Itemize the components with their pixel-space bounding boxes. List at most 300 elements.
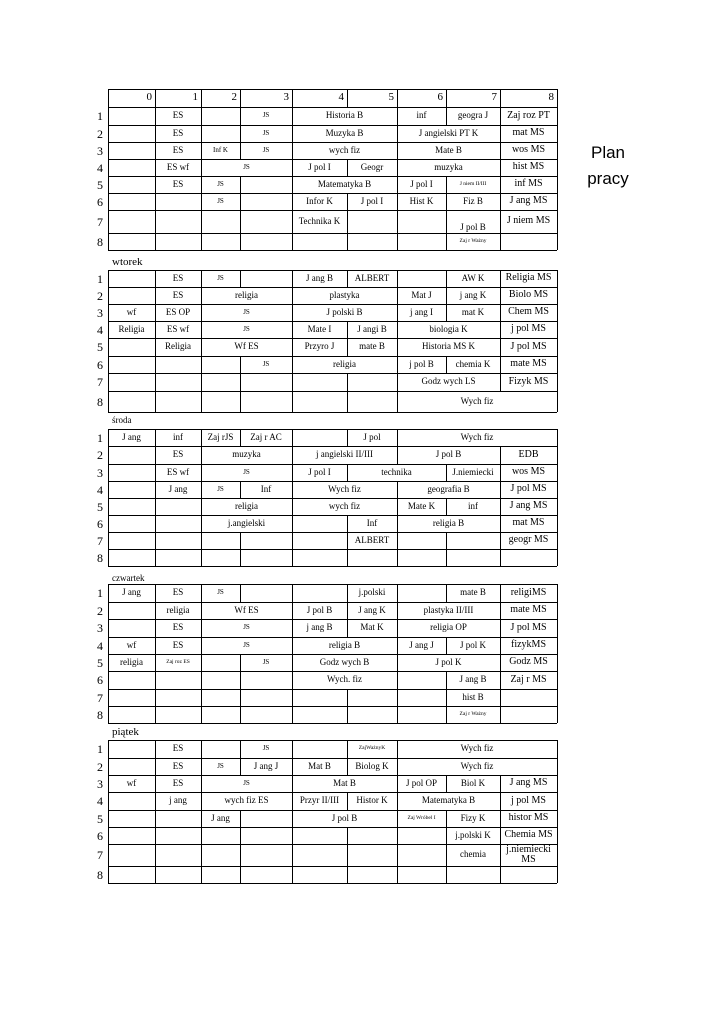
timetable-cell: wych fiz <box>328 144 361 155</box>
timetable-cell: Historia B <box>325 110 364 121</box>
timetable-cell: Inf <box>366 517 378 528</box>
timetable-cell: J ang <box>122 587 141 598</box>
grid-line <box>557 287 558 304</box>
timetable-cell <box>201 866 240 883</box>
timetable-cell: JS <box>243 324 250 333</box>
timetable-cell <box>108 125 155 142</box>
grid-line <box>557 304 558 321</box>
timetable-cell <box>292 740 347 758</box>
timetable-cell: JS <box>243 162 250 171</box>
row-number: 8 <box>97 550 103 565</box>
grid-line <box>108 566 557 567</box>
timetable-cell: ES <box>172 178 184 189</box>
grid-line <box>108 89 109 107</box>
grid-line <box>557 689 558 706</box>
timetable-cell: wych fiz <box>328 500 361 511</box>
timetable-cell <box>155 356 201 373</box>
timetable-cell: Matematyka B <box>317 178 372 189</box>
grid-line <box>557 321 558 338</box>
timetable-cell <box>397 671 446 689</box>
timetable-cell: ZajWażnyK <box>358 745 386 752</box>
timetable-cell: wf <box>126 306 137 317</box>
timetable-cell <box>108 827 155 844</box>
timetable-cell: j ang I <box>410 306 433 317</box>
row-number: 3 <box>97 305 103 320</box>
column-header: 8 <box>548 91 554 104</box>
timetable-cell <box>108 159 155 176</box>
timetable-cell: J niem II/III <box>459 180 487 187</box>
timetable-cell: J ang MS <box>509 500 548 512</box>
timetable-cell: Wych fiz <box>460 431 494 442</box>
timetable-cell <box>292 532 347 549</box>
timetable-cell: J pol I <box>308 466 331 477</box>
grid-line <box>557 142 558 159</box>
column-header: 7 <box>491 91 497 104</box>
grid-line <box>557 356 558 373</box>
row-number: 2 <box>97 759 103 774</box>
timetable-cell: Mate B <box>435 144 462 155</box>
timetable-cell <box>201 549 240 566</box>
timetable-cell: Wych fiz <box>460 760 494 771</box>
timetable-cell: J pol MS <box>510 483 547 495</box>
grid-line <box>108 250 557 251</box>
timetable-cell: J ang <box>122 431 141 442</box>
timetable-cell <box>108 176 155 193</box>
timetable-cell: mate B <box>460 587 486 598</box>
row-number: 7 <box>97 375 103 389</box>
timetable-cell: J pol I <box>308 161 331 172</box>
timetable-cell: ES <box>172 127 184 138</box>
timetable-cell: Historia MS K <box>421 341 475 352</box>
timetable-cell: religiMS <box>510 586 547 598</box>
grid-line <box>557 373 558 391</box>
row-number: 4 <box>97 794 103 808</box>
timetable-cell <box>292 549 347 566</box>
timetable-cell <box>155 671 201 689</box>
timetable-cell: ES <box>172 639 184 650</box>
timetable-cell <box>397 270 446 287</box>
timetable-cell <box>108 498 155 515</box>
grid-line <box>557 706 558 723</box>
timetable-cell: inf <box>416 110 427 121</box>
row-number: 3 <box>97 465 103 480</box>
timetable-cell <box>347 706 397 723</box>
timetable-cell: JS <box>217 484 224 493</box>
timetable-cell: J ang MS <box>509 777 548 789</box>
timetable-cell: Chem MS <box>508 306 549 318</box>
timetable-cell: Wych fiz <box>460 395 494 406</box>
timetable-cell: Zaj r Ważny <box>459 710 487 717</box>
timetable-cell <box>292 584 347 602</box>
grid-line <box>446 89 447 107</box>
timetable-cell: ES <box>172 587 184 598</box>
timetable-cell <box>108 866 155 883</box>
timetable-cell: J ang B <box>306 272 333 283</box>
timetable-cell: religia <box>235 289 258 300</box>
timetable-cell <box>240 689 292 706</box>
timetable-cell <box>500 706 557 723</box>
timetable-cell: Wych. fiz <box>327 674 362 685</box>
grid-line <box>201 89 202 107</box>
timetable-cell <box>155 233 201 250</box>
row-number: 1 <box>97 430 103 445</box>
timetable-cell <box>201 706 240 723</box>
timetable-cell: Muzyka B <box>325 127 364 138</box>
timetable-cell: Matematyka B <box>421 795 476 806</box>
timetable-cell <box>108 373 155 391</box>
timetable-cell: Zaj rJS <box>207 431 234 442</box>
timetable-cell: wos MS <box>511 144 546 156</box>
timetable-cell <box>201 844 240 866</box>
timetable-cell: religia <box>166 604 190 615</box>
timetable-cell <box>292 706 347 723</box>
timetable-cell: inf <box>468 500 478 511</box>
timetable-cell: Religia <box>165 341 191 352</box>
grid-line <box>557 193 558 210</box>
timetable-cell: ES <box>172 449 184 460</box>
timetable-cell <box>240 391 292 412</box>
timetable-cell: religia B <box>432 517 465 528</box>
row-number: 2 <box>97 448 103 462</box>
timetable-cell: j ang <box>169 795 187 806</box>
timetable-cell: Technika K <box>298 215 341 226</box>
timetable-cell <box>240 810 292 827</box>
grid-line <box>557 758 558 775</box>
timetable-cell: Infor K <box>306 195 333 206</box>
plan-title <box>578 140 638 192</box>
timetable-cell <box>240 671 292 689</box>
timetable-cell: ES <box>172 622 184 633</box>
timetable-cell: Godz wych LS <box>421 376 476 387</box>
timetable-cell <box>108 810 155 827</box>
timetable-cell <box>240 532 292 549</box>
timetable-cell: J ang J <box>409 639 434 650</box>
timetable-cell <box>201 107 240 125</box>
timetable-cell <box>108 446 155 464</box>
timetable-cell <box>155 532 201 549</box>
grid-line <box>557 532 558 549</box>
row-number: 5 <box>97 655 103 670</box>
timetable-cell: ES OP <box>165 306 191 317</box>
timetable-cell: Inf <box>260 483 272 494</box>
timetable-cell <box>397 584 446 602</box>
grid-line <box>557 107 558 125</box>
timetable-cell: Inf K <box>213 145 228 154</box>
timetable-cell <box>240 210 292 233</box>
row-number: 4 <box>97 482 103 497</box>
row-number: 6 <box>97 357 103 372</box>
grid-line <box>155 89 156 107</box>
timetable-cell: Mat J <box>411 289 432 300</box>
row-number: 6 <box>97 516 103 531</box>
timetable-cell <box>201 233 240 250</box>
timetable-cell: J polski B <box>326 306 363 317</box>
timetable-cell <box>155 549 201 566</box>
grid-line <box>557 549 558 566</box>
timetable-cell: chemia <box>460 849 486 860</box>
timetable-cell: JS <box>243 640 250 649</box>
timetable-cell <box>108 844 155 866</box>
timetable-cell: J ang B <box>459 674 487 685</box>
grid-line <box>557 498 558 515</box>
timetable-cell: J pol B <box>435 449 462 460</box>
grid-line <box>557 619 558 637</box>
column-header: 2 <box>231 91 237 104</box>
timetable-cell: Fizy K <box>460 812 486 823</box>
timetable-cell: Przyro J <box>304 341 335 352</box>
timetable-cell <box>201 356 240 373</box>
timetable-cell: ES <box>172 272 184 283</box>
row-number: 1 <box>97 586 103 600</box>
timetable-cell: Fizyk MS <box>508 375 549 387</box>
timetable-cell: J ang <box>168 483 188 494</box>
timetable-cell <box>240 706 292 723</box>
timetable-cell <box>397 233 446 250</box>
timetable-cell: JS <box>262 359 270 368</box>
timetable-cell: Mat B <box>333 777 356 788</box>
timetable-cell: J pol B <box>331 812 358 823</box>
row-number: 8 <box>97 867 103 882</box>
timetable-cell <box>201 689 240 706</box>
row-number: 3 <box>97 621 103 635</box>
timetable-cell: muzyka <box>232 449 261 460</box>
timetable-cell: Zaj roz PT <box>507 109 550 121</box>
timetable-cell: JS <box>217 588 224 597</box>
timetable-cell: ES wf <box>166 323 190 334</box>
timetable-cell: religia <box>235 500 258 511</box>
row-number: 1 <box>97 271 103 286</box>
timetable-cell: j pol MS <box>510 794 546 806</box>
row-number: 8 <box>97 707 103 722</box>
timetable-cell: wf <box>126 639 137 650</box>
timetable-cell <box>347 866 397 883</box>
row-number: 5 <box>97 811 103 826</box>
timetable-cell <box>155 866 201 883</box>
timetable-cell: ES <box>172 760 184 771</box>
plan-title-line-1: Plan <box>590 143 626 162</box>
timetable-cell <box>397 532 446 549</box>
timetable-cell <box>292 429 347 446</box>
grid-line <box>557 176 558 193</box>
timetable-cell: mat MS <box>512 517 545 529</box>
timetable-cell <box>108 142 155 159</box>
timetable-cell: inf <box>173 431 183 442</box>
timetable-cell <box>155 373 201 391</box>
timetable-cell: Wf ES <box>234 604 259 615</box>
timetable-cell: JS <box>243 307 250 316</box>
grid-line <box>108 723 557 724</box>
timetable-cell: JS <box>262 744 270 753</box>
row-number: 2 <box>97 288 103 303</box>
timetable-cell: ES <box>172 110 184 121</box>
row-number: 5 <box>97 340 103 354</box>
row-number: 8 <box>97 394 103 409</box>
timetable-cell <box>201 210 240 233</box>
timetable-cell <box>347 827 397 844</box>
grid-line <box>557 584 558 602</box>
timetable-cell <box>347 689 397 706</box>
timetable-cell: J pol MS <box>510 340 547 352</box>
timetable-cell <box>240 373 292 391</box>
timetable-cell: j ang B <box>306 622 333 633</box>
grid-line <box>557 654 558 671</box>
timetable-cell <box>201 125 240 142</box>
timetable-cell: Mat K <box>360 622 384 633</box>
timetable-cell <box>347 391 397 412</box>
grid-line <box>557 481 558 498</box>
timetable-cell <box>108 338 155 356</box>
timetable-cell: j angielski II/III <box>316 449 373 460</box>
row-number: 3 <box>97 143 103 158</box>
timetable-cell: chemia K <box>455 358 491 369</box>
row-number: 4 <box>97 322 103 337</box>
timetable-cell: Mat B <box>308 760 331 771</box>
timetable-cell: Godz wych B <box>319 656 370 667</box>
timetable-cell <box>240 270 292 287</box>
timetable-cell: J ang <box>211 812 230 823</box>
grid-line <box>292 89 293 107</box>
grid-line <box>557 391 558 412</box>
grid-line <box>557 602 558 619</box>
column-header: 6 <box>437 91 443 104</box>
timetable-cell <box>500 233 557 250</box>
timetable-cell <box>397 210 446 233</box>
timetable-cell: AW K <box>461 272 485 283</box>
grid-line <box>557 671 558 689</box>
timetable-cell <box>292 689 347 706</box>
timetable-cell: geografia B <box>427 483 470 494</box>
timetable-cell: J pol B <box>460 221 486 232</box>
grid-line <box>108 412 557 413</box>
timetable-cell: J.niemiecki <box>452 466 494 477</box>
timetable-cell <box>155 391 201 412</box>
column-header: 5 <box>388 91 394 104</box>
timetable-cell: JS <box>217 273 224 282</box>
timetable-cell <box>292 233 347 250</box>
grid-line <box>557 827 558 844</box>
timetable-cell <box>108 706 155 723</box>
timetable-cell <box>397 866 446 883</box>
timetable-cell <box>397 827 446 844</box>
timetable-cell <box>108 270 155 287</box>
timetable-cell <box>155 810 201 827</box>
timetable-cell <box>240 827 292 844</box>
grid-line <box>557 464 558 481</box>
timetable-cell <box>108 464 155 481</box>
timetable-cell: Religia MS <box>505 272 552 284</box>
column-header: 0 <box>146 91 152 104</box>
timetable-cell <box>155 844 201 866</box>
timetable-cell: fizykMS <box>511 639 546 651</box>
timetable-cell: j ang K <box>459 289 487 300</box>
timetable-cell: j.polski K <box>455 829 491 840</box>
row-number: 2 <box>97 603 103 618</box>
day-label: piątek <box>112 726 139 738</box>
timetable-cell <box>155 498 201 515</box>
column-header: 3 <box>283 91 289 104</box>
timetable-cell: ALBERT <box>354 272 390 283</box>
timetable-cell: histor MS <box>508 812 549 824</box>
timetable-cell: Geogr <box>360 161 384 172</box>
timetable-cell: Zaj roz ES <box>166 658 190 665</box>
timetable-cell: Biolo MS <box>508 289 549 301</box>
timetable-cell <box>201 671 240 689</box>
timetable-cell: Zaj Wróbel I <box>407 814 436 821</box>
grid-line <box>397 89 398 107</box>
timetable-cell <box>155 689 201 706</box>
row-number: 7 <box>97 214 103 229</box>
grid-line <box>557 844 558 866</box>
timetable-cell: ALBERT <box>354 534 390 545</box>
timetable-cell: mat MS <box>512 127 545 139</box>
timetable-cell: EDB <box>518 448 539 460</box>
timetable-cell <box>108 792 155 810</box>
timetable-cell <box>108 515 155 532</box>
timetable-cell: Wf ES <box>234 341 259 352</box>
timetable-cell: J ang MS <box>509 195 548 207</box>
timetable-cell: J pol B <box>306 604 333 615</box>
timetable-cell: Mate I <box>307 323 332 334</box>
timetable-cell: JS <box>243 623 250 632</box>
timetable-cell <box>108 107 155 125</box>
timetable-cell <box>240 844 292 866</box>
row-number: 4 <box>97 160 103 175</box>
grid-line <box>557 866 558 883</box>
day-label: środa <box>112 415 132 425</box>
timetable-cell <box>240 549 292 566</box>
row-number: 6 <box>97 673 103 687</box>
grid-line <box>557 446 558 464</box>
timetable-cell <box>108 391 155 412</box>
timetable-cell <box>108 549 155 566</box>
row-number: 6 <box>97 828 103 843</box>
timetable-cell: mate MS <box>510 358 547 370</box>
grid-line <box>557 775 558 792</box>
plan-title-line-2: pracy <box>587 169 629 188</box>
timetable-cell: geogr MS <box>508 534 549 546</box>
timetable-cell: j pol B <box>409 358 434 369</box>
timetable-cell <box>108 619 155 637</box>
timetable-cell <box>500 689 557 706</box>
timetable-cell: wych fiz ES <box>224 795 269 806</box>
timetable-cell: JS <box>217 179 224 188</box>
timetable-cell <box>500 549 557 566</box>
timetable-cell <box>397 844 446 866</box>
timetable-cell: J pol OP <box>405 777 437 788</box>
timetable-cell: ES <box>172 289 184 300</box>
timetable-cell <box>347 233 397 250</box>
timetable-cell: j.angielski <box>227 517 266 528</box>
grid-line <box>557 810 558 827</box>
timetable-cell <box>292 373 347 391</box>
timetable-cell: j pol MS <box>510 323 546 335</box>
timetable-cell <box>201 532 240 549</box>
timetable-cell <box>347 844 397 866</box>
timetable-cell <box>347 549 397 566</box>
timetable-cell <box>201 654 240 671</box>
timetable-cell <box>108 671 155 689</box>
timetable-cell: Zaj r MS <box>510 673 547 685</box>
timetable-cell <box>240 866 292 883</box>
timetable-cell: JS <box>262 111 270 120</box>
timetable-cell: religia OP <box>430 622 467 633</box>
timetable-cell <box>108 532 155 549</box>
timetable-cell: plastyka II/III <box>423 604 474 615</box>
timetable-cell: Zaj r Ważny <box>459 237 487 244</box>
timetable-cell: JS <box>243 778 250 787</box>
timetable-cell <box>397 689 446 706</box>
timetable-cell <box>500 866 557 883</box>
